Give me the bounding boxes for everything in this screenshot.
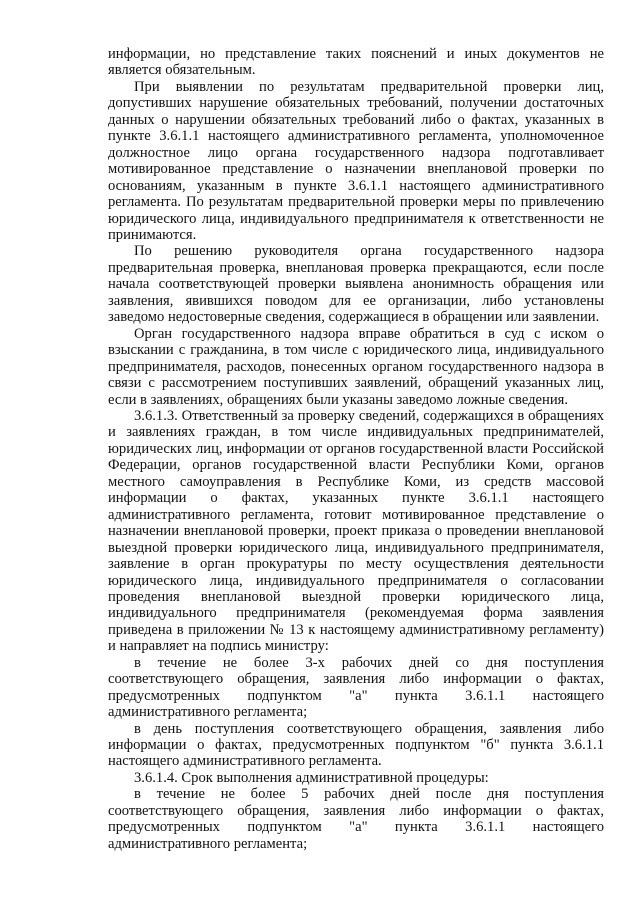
paragraph-court-claim: Орган государственного надзора вправе обратиться в суд с иском о взыскании с гражданина, в том числе с юридического лица, индивидуального предпринимателя, расходов, понесенных органом государственного надзора в связи с рассмотрением поступивших заявлений, обращений указанных лиц, если в заявлениях, обращениях были указаны заведомо ложные сведения. <box>108 325 604 408</box>
paragraph-continuation: информации, но представление таких пояснений и иных документов не является обязательным. <box>108 46 604 79</box>
paragraph-3-6-1-4: 3.6.1.4. Срок выполнения административной процедуры: <box>134 769 489 786</box>
document-page <box>108 46 604 852</box>
paragraph-check-termination: По решению руководителя органа государственного надзора предварительная проверка, внеплановая проверка прекращаются, если после начала соответствующей проверки выявлена анонимность обращения или заявления, явившихся поводом для ее организации, либо установлены заведомо недостоверные сведения, содержащиеся в обращении или заявлении. <box>108 243 604 326</box>
paragraph-preliminary-check-results: При выявлении по результатам предварительной проверки лиц, допустивших нарушение обязательных требований, получении достаточных данных о нарушении обязательных требований либо о фактах, указанных в пункте 3.6.1.1 настоящего административного регламента, уполномоченное должностное лицо органа государственного надзора подготавливает мотивированное представление о назначении внеплановой проверки по основаниям, указанным в пункте 3.6.1.1 настоящего административного регламента. По результатам предварительной проверки меры по привлечению юридического лица, индивидуального предпринимателя к ответственности не принимаются. <box>108 78 604 243</box>
paragraph-deadline-3-days: в течение не более 3-х рабочих дней со дня поступления соответствующего обращения, заявления либо информации о фактах, предусмотренных подпунктом "а" пункта 3.6.1.1 настоящего административного регламента; <box>108 654 604 721</box>
paragraph-3-6-1-3: 3.6.1.3. Ответственный за проверку сведений, содержащихся в обращениях и заявлениях граждан, в том числе индивидуальных предпринимателей, юридических лиц, информации от органов государственной власти Российской Федерации, органов государственной власти Республики Коми, органов местного самоуправления в Республике Коми, из средств массовой информации о фактах, указанных пункте 3.6.1.1 настоящего административного регламента, готовит мотивированное представление о назначении внеплановой проверки, проект приказа о проведении внеплановой выездной проверки юридического лица, индивидуального предпринимателя, заявление в орган прокуратуры по месту осуществления деятельности юридического лица, индивидуального предпринимателя о согласовании проведения внеплановой выездной проверки юридического лица, индивидуального предпринимателя (рекомендуемая форма заявления приведена в приложении № 13 к настоящему административному регламенту) и направляет на подпись министру: <box>108 407 604 655</box>
paragraph-deadline-5-days: в течение не более 5 рабочих дней после дня поступления соответствующего обращения, заявления либо информации о фактах, предусмотренных подпунктом "а" пункта 3.6.1.1 настоящего административного регламента; <box>108 786 604 852</box>
paragraph-same-day: в день поступления соответствующего обращения, заявления либо информации о фактах, предусмотренных подпунктом "б" пункта 3.6.1.1 настоящего административного регламента. <box>108 720 604 770</box>
